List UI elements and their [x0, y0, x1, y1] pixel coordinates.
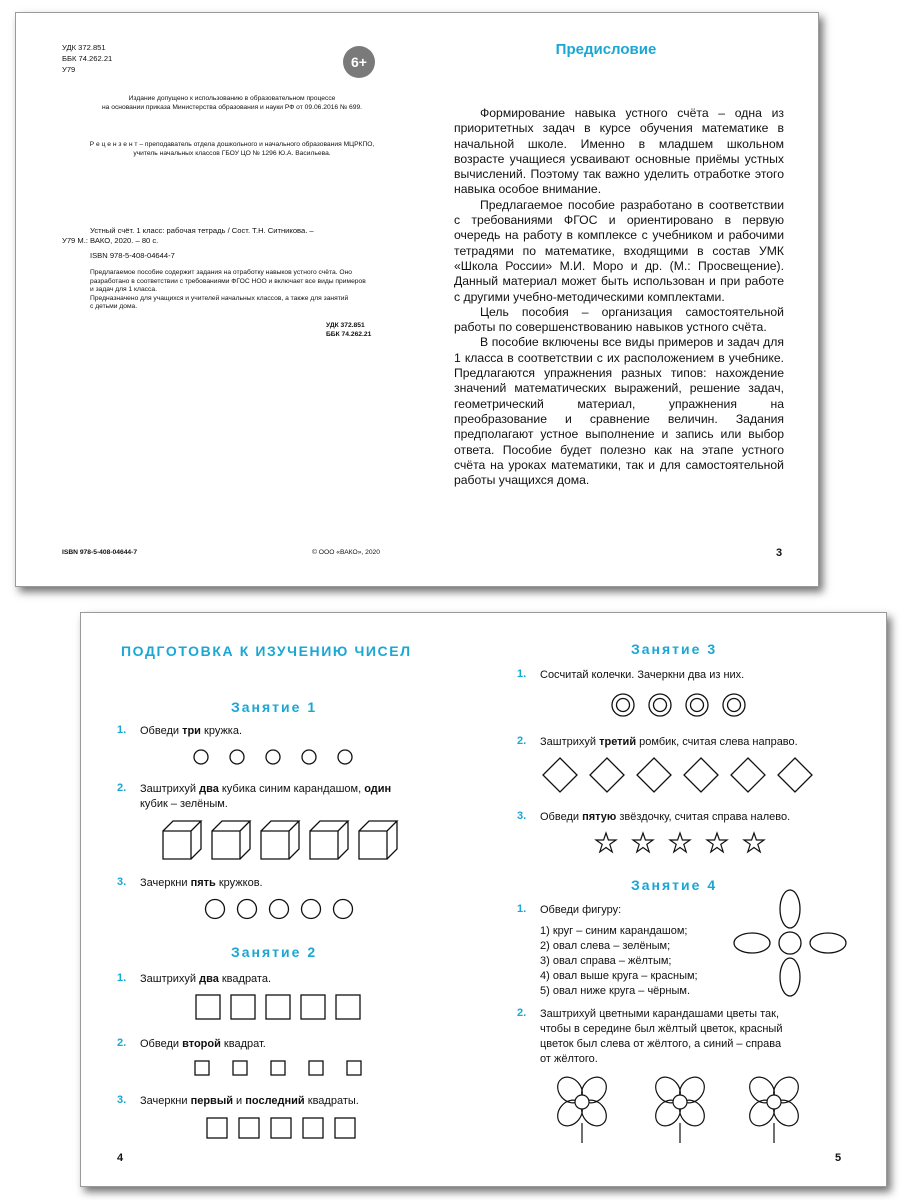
right-page-number: 5 [835, 1152, 842, 1164]
left-page-number: 4 [117, 1152, 124, 1164]
reviewer-notice [62, 141, 402, 158]
bottom-spread-page [80, 612, 887, 1187]
list-item: 2) овал слева – зелёным; [540, 940, 671, 952]
flower-shape [747, 1075, 801, 1145]
task-text [140, 876, 263, 891]
task-text-part: Обведи [140, 725, 183, 737]
square-shape [271, 1061, 285, 1075]
task-line: от жёлтого. [540, 1053, 598, 1065]
preface-paragraph: Формирование навыка устного счёта – одна из приоритетных задач в курсе обучения математике в начальной школе. Именно в младшем школьном возрасте учащиеся усваивают основные приёмы устных вычислений. Поэтому так важно уделить отработке этого навыка особое внимание. [454, 106, 784, 197]
square-shape [207, 1118, 227, 1138]
task-number: 3. [117, 876, 127, 888]
square-shape [195, 1061, 209, 1075]
preface-paragraph: В пособие включены все виды примеров и задач для 1 класса в соответствии с их расположением в учебнике. Предлагаются упражнения разных типов: нахождение значений математических выражений, решение задач, геометрический материал, упражнения на преобразование и сравнение величин. Задания предполагают устное выполнение и запись или выбор ответа. Пособие будет полезно как на этапе устного счёта на уроках математики, так и для самостоятельной работы учащихся дома. [454, 335, 784, 488]
task-text-part: Обведи [140, 1038, 183, 1050]
circles-row [205, 899, 355, 921]
age-rating-label: 6+ [351, 54, 367, 70]
task-keyword: три [182, 725, 201, 737]
udk-code-footer: УДК 372.851 [326, 322, 365, 329]
star-shape [707, 833, 727, 852]
abstract-line: разработано в соответствии с требованиями ФГОС НОО и включает все виды примеров [90, 277, 366, 285]
list-item: 5) овал ниже круга – чёрным. [540, 985, 691, 997]
abstract-line: Предназначено для учащихся и учителей начальных классов, а также для занятий [90, 294, 349, 302]
preface-paragraph: Цель пособия – организация самостоятельной работы по совершенствованию навыков устного счёта. [454, 304, 784, 335]
task-text [140, 724, 242, 739]
squares-row [207, 1118, 357, 1140]
cubes-row [163, 821, 403, 866]
star-shape [633, 833, 653, 852]
preface-paragraph: Предлагаемое пособие разработано в соответствии с требованиями ФГОС и ориентировано в первую очередь на работу в комплексе с учебником и рабочими тетрадями по математике, входящими в состав УМК «Школа России» М.И. Моро и др. (М.: Просвещение). Данный материал может быть использован и при работе с другими учебно-методическими комплектами. [454, 197, 784, 304]
abstract-line: и задач для 1 класса. [90, 286, 157, 294]
circle-shape [238, 900, 257, 919]
bbk-code-footer: ББК 74.262.21 [326, 331, 372, 338]
task-text-part: звёздочку, считая справа налево. [616, 811, 791, 823]
task-keyword: два [199, 783, 219, 795]
oval-right [810, 933, 846, 953]
task-text: Сосчитай колечки. Зачеркни два из них. [540, 669, 745, 681]
task-number: 3. [517, 810, 527, 822]
task-text-part: кубик – зелёным. [140, 798, 228, 810]
task-line: Заштрихуй цветными карандашами цветы так, [540, 1008, 780, 1020]
task-keyword: один [364, 783, 392, 795]
lesson-1-title: Занятие 1 [231, 699, 318, 715]
task-number: 1. [517, 668, 527, 680]
circle-shape [206, 900, 225, 919]
task-text-part: Обведи [540, 811, 583, 823]
approval-line: Издание допущено к использованию в образовательном процессе [128, 95, 336, 102]
task-number: 2. [517, 1007, 527, 1019]
biblio-line: Устный счёт. 1 класс: рабочая тетрадь / Сост. Т.Н. Ситникова. – [90, 226, 314, 235]
biblio-line: У79 М.: ВАКО, 2020. – 80 с. [62, 236, 159, 245]
footer-copyright: © ООО «ВАКО», 2020 [312, 549, 381, 556]
stars-row [596, 833, 766, 857]
task-text-part: Заштрихуй [140, 973, 200, 985]
task-text-part: квадрата. [218, 973, 272, 985]
circle-shape [194, 750, 208, 764]
abstract [90, 269, 402, 312]
section-title: ПОДГОТОВКА К ИЗУЧЕНИЮ ЧИСЕЛ [121, 643, 412, 659]
task-keyword: два [199, 973, 219, 985]
ring-shape [649, 694, 671, 716]
abstract-line: Предлагаемое пособие содержит задания на отработку навыков устного счёта. Оно [90, 269, 353, 276]
circle-shape [266, 750, 280, 764]
square-shape [233, 1061, 247, 1075]
task-keyword: первый [190, 1095, 233, 1107]
task-text-part: Зачеркни [140, 1095, 191, 1107]
task-keyword: пять [190, 877, 216, 889]
approval-line: на основании приказа Министерства образования и науки РФ от 09.06.2016 № 699. [101, 103, 363, 111]
circle-shape [302, 750, 316, 764]
flower-shape [555, 1075, 609, 1145]
cross-figure [733, 885, 848, 1001]
preface-title: Предисловие [555, 41, 657, 58]
square-shape [303, 1118, 323, 1138]
list-item: 1) круг – синим карандашом; [540, 925, 688, 937]
task-text [140, 782, 445, 812]
task-text-part: Заштрихуй [140, 783, 200, 795]
square-shape [196, 995, 220, 1019]
udk-code: УДК 372.851 [62, 43, 106, 52]
task-text [540, 1007, 845, 1067]
square-shape [266, 995, 290, 1019]
circles-row [193, 749, 333, 769]
circle-shape [334, 900, 353, 919]
task-text-part: квадрат. [220, 1038, 266, 1050]
ring-shape [686, 694, 708, 716]
square-shape [347, 1061, 361, 1075]
task-text-part: ромбик, считая слева направо. [636, 736, 798, 748]
circle-shape [230, 750, 244, 764]
footer-isbn: ISBN 978-5-408-04644-7 [62, 549, 138, 556]
task-line: чтобы в середине был жёлтый цветок, красный [540, 1023, 783, 1035]
cube-shape [212, 821, 250, 859]
center-circle [779, 932, 801, 954]
rhombus-shape [778, 758, 812, 792]
preface-body [454, 106, 784, 488]
square-shape [301, 995, 325, 1019]
ring-shape [612, 694, 634, 716]
rhombus-row [543, 758, 818, 794]
oval-bottom [780, 958, 800, 996]
reviewer-line: учитель начальных классов ГБОУ ЦО № 1296 Ю.А. Васильева. [133, 149, 331, 157]
task-text [540, 810, 790, 825]
bibliographic-record [62, 226, 402, 261]
circle-shape [270, 900, 289, 919]
approval-notice [62, 95, 402, 112]
reviewer-line: Р е ц е н з е н т – преподаватель отдела дошкольного и начального образования МЦРКПО, [89, 141, 375, 148]
task-number: 3. [117, 1094, 127, 1106]
task-text [540, 735, 798, 750]
rhombus-shape [543, 758, 577, 792]
square-shape [336, 995, 360, 1019]
star-shape [744, 833, 764, 852]
bbk-code: ББК 74.262.21 [62, 54, 113, 63]
rhombus-shape [731, 758, 765, 792]
task-text-part: Зачеркни [140, 877, 191, 889]
square-shape [239, 1118, 259, 1138]
age-rating-badge [343, 46, 375, 78]
task-keyword: второй [182, 1038, 221, 1050]
task-line: цветок был слева от жёлтого, а синий – справа [540, 1038, 782, 1050]
circle-shape [338, 750, 352, 764]
task-number: 2. [117, 782, 127, 794]
task-number: 2. [117, 1037, 127, 1049]
task-number: 2. [517, 735, 527, 747]
star-shape [596, 833, 616, 852]
squares-row [195, 1061, 375, 1077]
top-spread-page [15, 12, 819, 587]
oval-top [780, 890, 800, 928]
square-shape [335, 1118, 355, 1138]
ring-shape [723, 694, 745, 716]
flower-shape [653, 1075, 707, 1145]
abstract-line: с детьми дома. [90, 303, 138, 311]
square-shape [231, 995, 255, 1019]
oval-left [734, 933, 770, 953]
rings-row [611, 693, 751, 723]
rhombus-shape [684, 758, 718, 792]
task-text [140, 972, 271, 987]
task-text-part: Заштрихуй [540, 736, 600, 748]
cube-shape [163, 821, 201, 859]
rhombus-shape [590, 758, 624, 792]
task-text-part: и [232, 1095, 246, 1107]
task-number: 1. [117, 972, 127, 984]
task-keyword: третий [599, 736, 637, 748]
task-text [140, 1037, 266, 1052]
task-text [140, 1094, 359, 1109]
list-item: 3) овал справа – жёлтым; [540, 955, 672, 967]
task-text: Обведи фигуру: [540, 904, 622, 916]
star-shape [670, 833, 690, 852]
circle-shape [302, 900, 321, 919]
task-number: 1. [117, 724, 127, 736]
cube-shape [310, 821, 348, 859]
square-shape [271, 1118, 291, 1138]
task-text-part: квадраты. [304, 1095, 359, 1107]
cube-shape [261, 821, 299, 859]
task-number: 1. [517, 903, 527, 915]
rhombus-shape [637, 758, 671, 792]
task-keyword: пятую [582, 811, 617, 823]
square-shape [309, 1061, 323, 1075]
task-keyword: последний [245, 1095, 305, 1107]
task-text-part: кубика синим карандашом, [218, 783, 365, 795]
lesson-3-title: Занятие 3 [631, 641, 718, 657]
isbn-line: ISBN 978-5-408-04644-7 [90, 251, 175, 260]
list-item: 4) овал выше круга – красным; [540, 970, 698, 982]
task-text-part: кружка. [200, 725, 243, 737]
lesson-4-title: Занятие 4 [631, 877, 718, 893]
task-text-part: кружков. [215, 877, 263, 889]
lesson-2-title: Занятие 2 [231, 944, 318, 960]
page-number: 3 [776, 547, 783, 559]
squares-row [196, 995, 366, 1021]
cube-shape [359, 821, 397, 859]
library-code: У79 [62, 65, 76, 74]
